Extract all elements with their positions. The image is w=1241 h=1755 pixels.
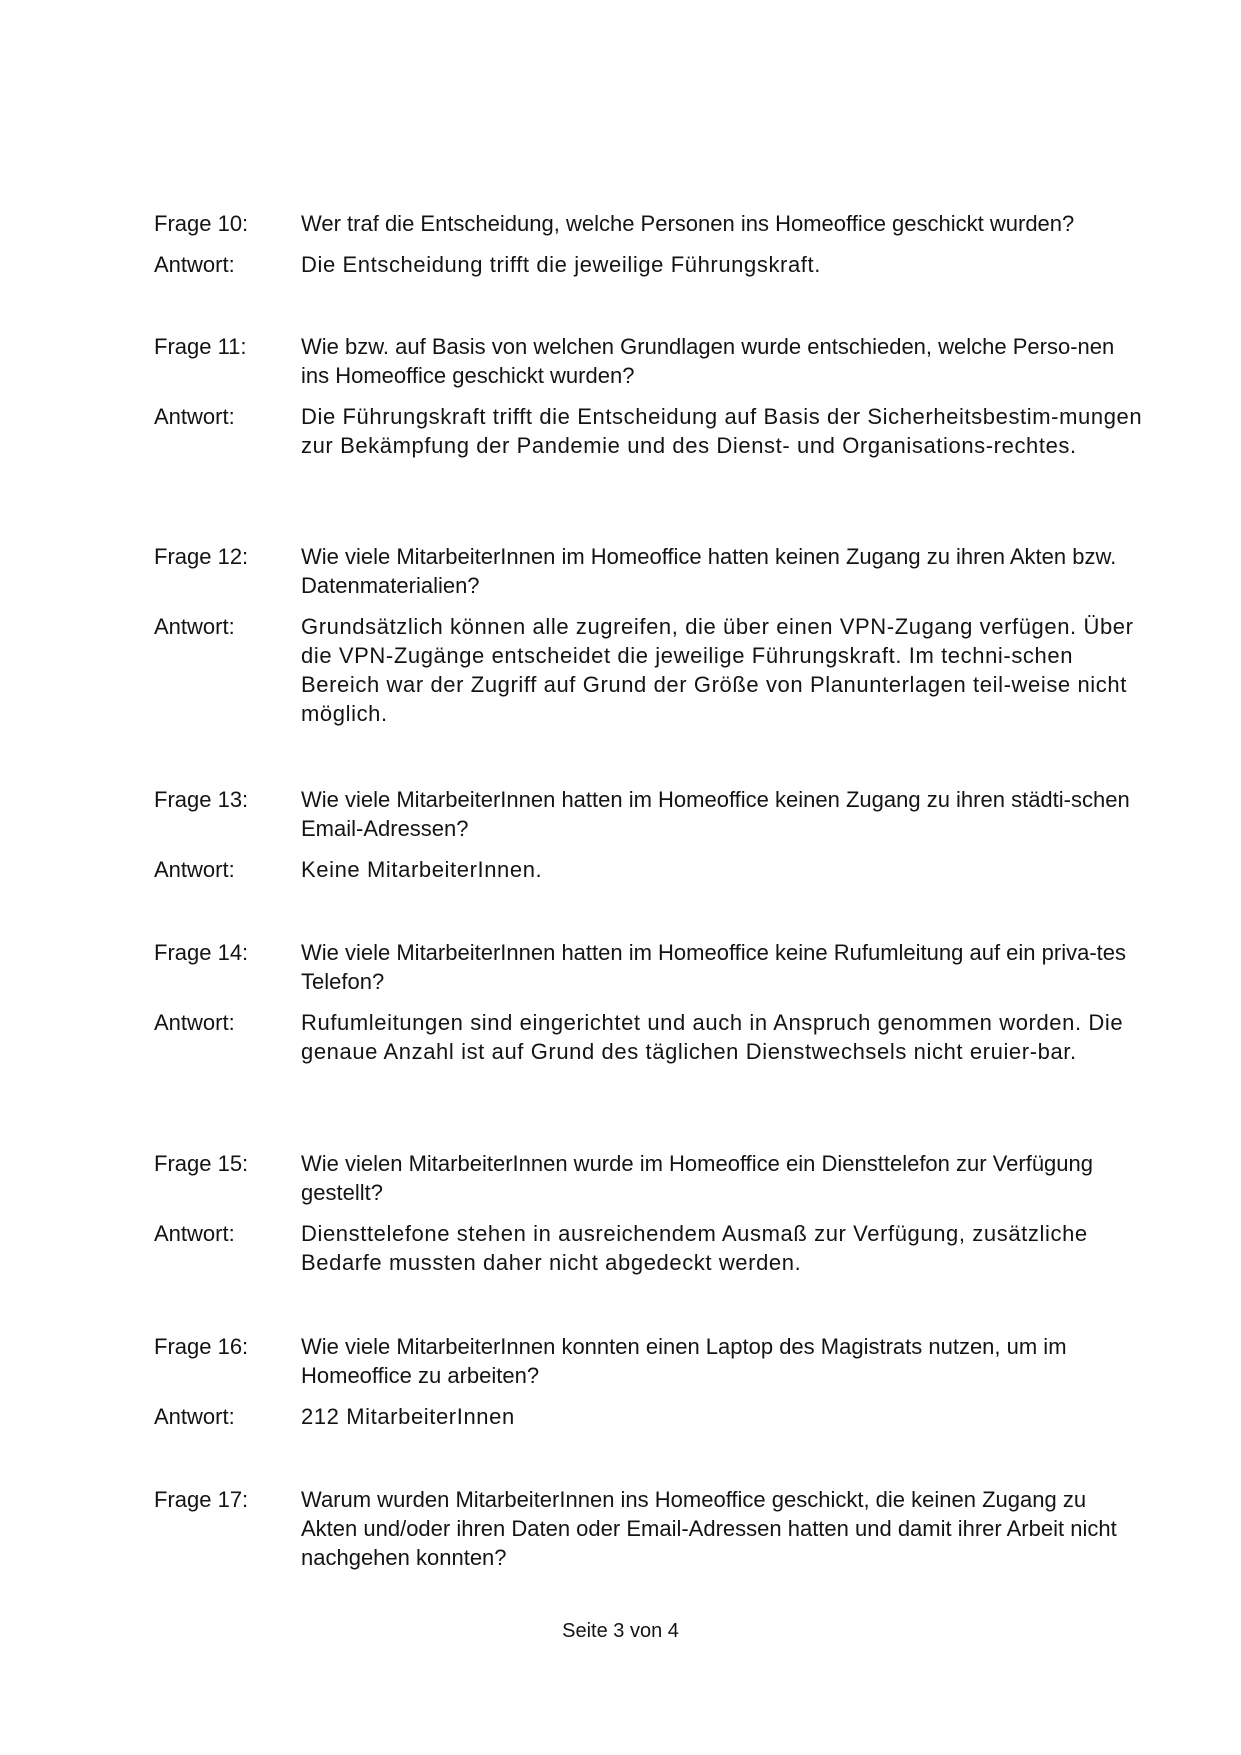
question-label: Frage 15: <box>154 1151 249 1176</box>
answer-label: Antwort: <box>154 1404 235 1429</box>
question-text: Wie viele MitarbeiterInnen hatten im Homeoffice keine Rufumleitung auf ein priva-tes Telefon? <box>301 940 1126 994</box>
answer-label: Antwort: <box>154 857 235 882</box>
qa-block-17 <box>154 1485 1144 1572</box>
question-text: Wer traf die Entscheidung, welche Personen ins Homeoffice geschickt wurden? <box>301 211 1075 236</box>
answer-row <box>154 1402 1144 1431</box>
question-row <box>154 938 1144 996</box>
answer-row <box>154 402 1144 460</box>
question-row <box>154 542 1144 600</box>
answer-label: Antwort: <box>154 252 235 277</box>
answer-label: Antwort: <box>154 1221 235 1246</box>
qa-block-12 <box>154 542 1144 728</box>
answer-text: Die Führungskraft trifft die Entscheidung auf Basis der Sicherheitsbestim-mungen zur Bekämpfung der Pandemie und des Dienst- und Organisations-rechtes. <box>301 404 1143 458</box>
question-row <box>154 785 1144 843</box>
question-row <box>154 332 1144 390</box>
question-label: Frage 16: <box>154 1334 249 1359</box>
answer-text: 212 MitarbeiterInnen <box>301 1404 515 1429</box>
qa-block-14 <box>154 938 1144 1066</box>
question-label: Frage 13: <box>154 787 249 812</box>
question-row <box>154 1332 1144 1390</box>
question-label: Frage 12: <box>154 544 249 569</box>
question-text: Wie viele MitarbeiterInnen im Homeoffice hatten keinen Zugang zu ihren Akten bzw. Datenmaterialien? <box>301 544 1117 598</box>
question-label: Frage 14: <box>154 940 249 965</box>
answer-text: Rufumleitungen sind eingerichtet und auch in Anspruch genommen worden. Die genaue Anzahl ist auf Grund des täglichen Dienstwechsels nicht eruier-bar. <box>301 1010 1124 1064</box>
question-row <box>154 1485 1144 1572</box>
answer-text: Diensttelefone stehen in ausreichendem Ausmaß zur Verfügung, zusätzliche Bedarfe mussten daher nicht abgedeckt werden. <box>301 1221 1088 1275</box>
question-text: Wie vielen MitarbeiterInnen wurde im Homeoffice ein Diensttelefon zur Verfügung gestellt? <box>301 1151 1093 1205</box>
qa-block-10 <box>154 209 1144 279</box>
qa-block-13 <box>154 785 1144 884</box>
answer-row <box>154 612 1144 728</box>
question-row <box>154 1149 1144 1207</box>
answer-text: Keine MitarbeiterInnen. <box>301 857 543 882</box>
question-text: Warum wurden MitarbeiterInnen ins Homeoffice geschickt, die keinen Zugang zu Akten und/oder ihren Daten oder Email-Adressen hatten und damit ihrer Arbeit nicht nachgehen konnten? <box>301 1487 1117 1570</box>
answer-label: Antwort: <box>154 404 235 429</box>
answer-row <box>154 250 1144 279</box>
question-text: Wie viele MitarbeiterInnen konnten einen Laptop des Magistrats nutzen, um im Homeoffice zu arbeiten? <box>301 1334 1067 1388</box>
answer-row <box>154 855 1144 884</box>
page-number: Seite 3 von 4 <box>562 1620 679 1642</box>
answer-label: Antwort: <box>154 614 235 639</box>
qa-block-16 <box>154 1332 1144 1431</box>
answer-label: Antwort: <box>154 1010 235 1035</box>
question-text: Wie bzw. auf Basis von welchen Grundlagen wurde entschieden, welche Perso-nen ins Homeoffice geschickt wurden? <box>301 334 1115 388</box>
question-label: Frage 17: <box>154 1487 249 1512</box>
answer-row <box>154 1219 1144 1277</box>
question-label: Frage 11: <box>154 334 247 359</box>
answer-text: Die Entscheidung trifft die jeweilige Führungskraft. <box>301 252 821 277</box>
qa-block-11 <box>154 332 1144 460</box>
question-label: Frage 10: <box>154 211 249 236</box>
answer-text: Grundsätzlich können alle zugreifen, die über einen VPN-Zugang verfügen. Über die VPN-Zugänge entscheidet die jeweilige Führungskraft. Im techni-schen Bereich war der Zugriff auf Grund der Größe von Planunterlagen teil-weise nicht möglich. <box>301 614 1134 726</box>
question-row <box>154 209 1144 238</box>
qa-block-15 <box>154 1149 1144 1277</box>
answer-row <box>154 1008 1144 1066</box>
question-text: Wie viele MitarbeiterInnen hatten im Homeoffice keinen Zugang zu ihren städti-schen Email-Adressen? <box>301 787 1130 841</box>
